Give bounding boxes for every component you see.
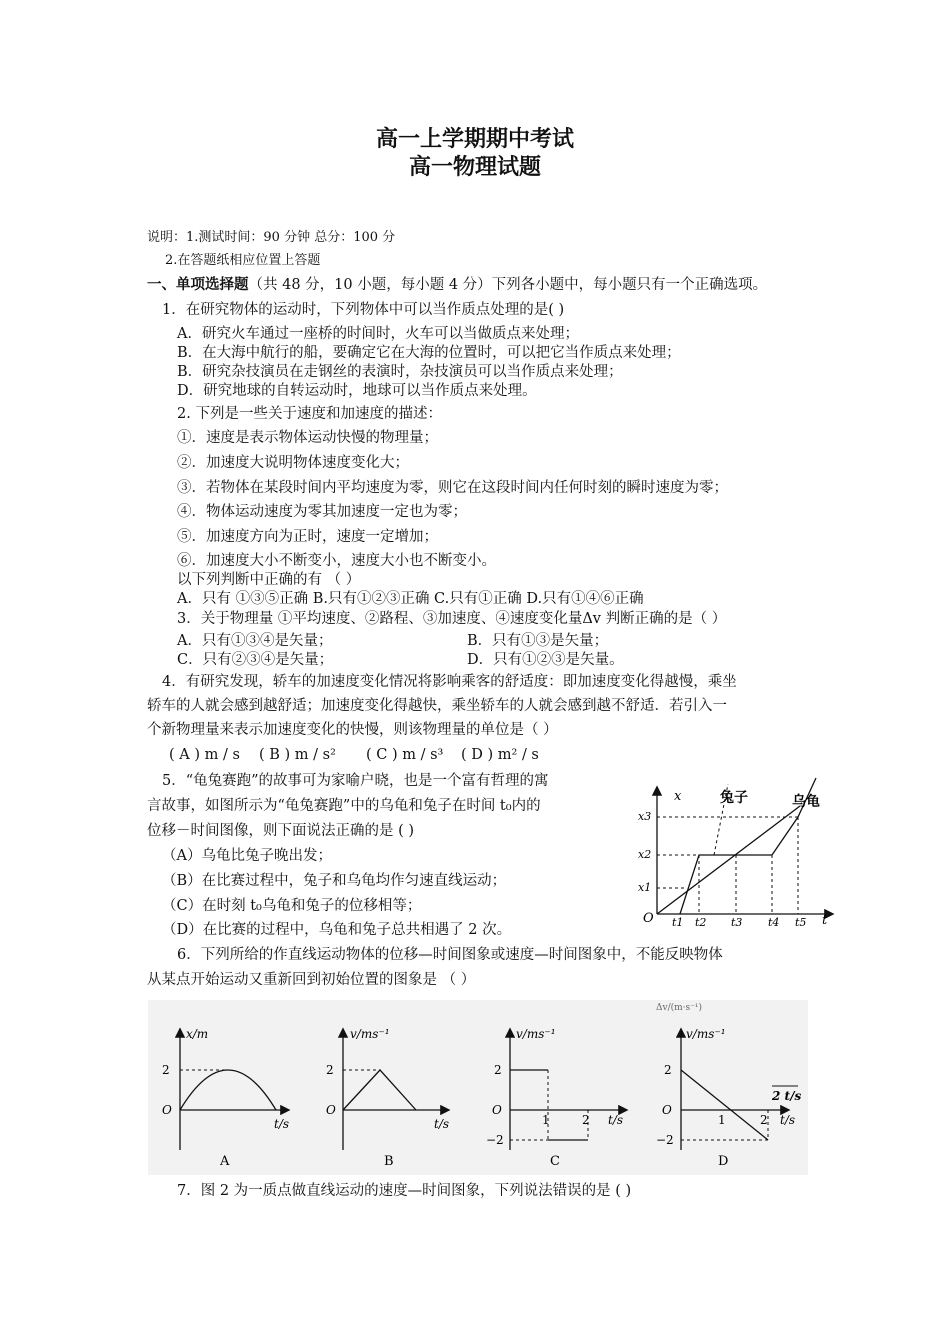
q5-option-b: （B）在比赛过程中，兔子和乌龟均作匀速直线运动； — [162, 873, 507, 889]
q6-c-tick: 2 — [494, 1063, 502, 1077]
q6-d-t1: 1 — [718, 1113, 726, 1127]
q6-graphs — [148, 1000, 808, 1175]
q6-a-label: A — [220, 1154, 230, 1169]
q5-x-tick-t4: t4 — [768, 916, 780, 928]
q5-x-tick-t5: t5 — [795, 916, 807, 928]
q4-option-d: ( D ) m² / s — [461, 747, 539, 763]
q6-d-y-label: v/ms⁻¹ — [686, 1027, 726, 1041]
q5-turtle-label: 乌龟 — [792, 794, 820, 810]
q1-option-c: B．研究杂技演员在走钢丝的表演时，杂技演员可以当作质点来处理； — [177, 364, 623, 380]
q5-line-3: 位移－时间图像，则下面说法正确的是 ( ) — [147, 823, 415, 839]
q5-x-tick-t1: t1 — [672, 916, 684, 928]
section-heading-line — [147, 276, 767, 294]
q6-b-label: B — [384, 1154, 394, 1169]
q6-c-label: C — [550, 1154, 560, 1169]
q4-option-b: ( B ) m / s² — [259, 747, 336, 763]
q5-x-axis-label: t — [822, 913, 828, 928]
section-heading: 一、单项选择题 — [147, 276, 249, 293]
q3-stem: 3．关于物理量 ①平均速度、②路程、③加速度、④速度变化量Δv 判断正确的是（ ） — [177, 611, 727, 627]
q6-c-x-label: t/s — [608, 1113, 624, 1127]
q6-d-tick: 2 — [664, 1063, 672, 1077]
q5-x-tick-t3: t3 — [731, 916, 743, 928]
page-subtitle: 高一物理试题 — [408, 154, 541, 180]
note-line-1: 说明：1.测试时间：90 分钟 总分：100 分 — [147, 230, 396, 245]
q5-y-tick-x3: x3 — [638, 810, 652, 823]
q5-turtle-line — [657, 806, 800, 914]
q2-statement-4: ④．物体运动速度为零其加速度一定也为零； — [177, 504, 467, 520]
q5-option-c: （C）在时刻 t₀乌龟和兔子的位移相等； — [162, 898, 422, 914]
q5-line-2: 言故事，如图所示为“龟兔赛跑”中的乌龟和兔子在时间 t₀内的 — [147, 798, 541, 814]
q6-b-x-label: t/s — [434, 1117, 450, 1131]
q6-c-origin: O — [492, 1103, 502, 1117]
q6-a-tick: 2 — [162, 1063, 170, 1077]
q6-a-origin: O — [162, 1103, 172, 1117]
q6-a-y-label: x/m — [186, 1027, 209, 1041]
q5-rabbit-label: 兔子 — [720, 790, 748, 806]
q3-option-a: A．只有①③④是矢量； — [177, 633, 333, 649]
q4-option-c: ( C ) m / s³ — [366, 747, 444, 763]
q5-option-d: （D）在比赛的过程中，乌龟和兔子总共相遇了 2 次。 — [162, 922, 512, 938]
q2-statement-1: ①．速度是表示物体运动快慢的物理量； — [177, 430, 438, 446]
q2-options: A．只有 ①③⑤正确 B.只有①②③正确 C.只有①正确 D.只有①④⑥正确 — [177, 591, 644, 607]
q4-option-a: ( A ) m / s — [169, 747, 240, 763]
q2-ask: 以下列判断中正确的有 （ ） — [177, 572, 361, 588]
q6-d-origin: O — [662, 1103, 672, 1117]
q3-option-b: B．只有①③是矢量； — [467, 633, 609, 649]
q3-option-c: C．只有②③④是矢量； — [177, 652, 334, 668]
q6-c-t1: 1 — [542, 1113, 550, 1127]
q6-d-x-label: t/s — [780, 1113, 796, 1127]
q6-b-tick: 2 — [326, 1063, 334, 1077]
q5-y-tick-x2: x2 — [638, 848, 652, 861]
q6-b-origin: O — [326, 1103, 336, 1117]
q6-top-fragment: Δv/(m·s⁻¹) — [656, 1003, 703, 1013]
q5-origin: O — [643, 911, 654, 926]
q6-c-y-label: v/ms⁻¹ — [516, 1027, 556, 1041]
q6-line-1: 6．下列所给的作直线运动物体的位移—时间图象或速度—时间图象中，不能反映物体 — [177, 947, 723, 963]
q6-d-neg-tick: −2 — [656, 1133, 674, 1147]
q3-option-d: D．只有①②③是矢量。 — [467, 652, 624, 668]
q6-d-label: D — [718, 1154, 729, 1169]
q5-x-tick-t2: t2 — [695, 916, 707, 928]
q4-line-2: 轿车的人就会感到越舒适；加速度变化得越快，乘坐轿车的人就会感到越不舒适．若引入一 — [147, 698, 727, 714]
page-title: 高一上学期期中考试 — [375, 126, 574, 152]
q6-d-t2: 2 — [760, 1113, 768, 1127]
q5-line-1: 5．“龟兔赛跑”的故事可为家喻户晓，也是一个富有哲理的寓 — [162, 773, 549, 789]
q6-b-y-label: v/ms⁻¹ — [350, 1027, 390, 1041]
section-desc: （共 48 分，10 小题，每小题 4 分）下列各小题中，每小题只有一个正确选项。 — [248, 277, 768, 293]
q6-c-neg-tick: −2 — [486, 1133, 504, 1147]
q4-line-3: 个新物理量来表示加速度变化的快慢，则该物理量的单位是（ ） — [147, 722, 558, 738]
q5-y-axis-label: x — [674, 789, 682, 804]
q1-option-d: D．研究地球的自转运动时，地球可以当作质点来处理。 — [177, 383, 537, 399]
q2-statement-3: ③．若物体在某段时间内平均速度为零，则它在这段时间内任何时刻的瞬时速度为零； — [177, 480, 728, 496]
q5-option-a: （A）乌龟比兔子晚出发； — [162, 848, 332, 864]
q2-statement-2: ②．加速度大说明物体速度变化大； — [177, 455, 409, 471]
q5-y-tick-x1: x1 — [638, 881, 652, 894]
q2-stem: 2. 下列是一些关于速度和加速度的描述： — [177, 406, 442, 422]
q2-statement-5: ⑤．加速度方向为正时，速度一定增加； — [177, 529, 438, 545]
q4-line-1: 4．有研究发现，轿车的加速度变化情况将影响乘客的舒适度：即加速度变化得越慢，乘坐 — [162, 674, 737, 690]
q6-a-x-label: t/s — [274, 1117, 290, 1131]
q6-line-2: 从某点开始运动又重新回到初始位置的图象是 （ ） — [147, 972, 476, 988]
q2-statement-6: ⑥．加速度大小不断变小，速度大小也不断变小。 — [177, 553, 496, 569]
q1-option-a: A．研究火车通过一座桥的时间时，火车可以当做质点来处理； — [177, 326, 579, 342]
q6-d-extra: 2 t/s — [772, 1089, 802, 1103]
q5-xt-graph — [632, 776, 842, 928]
note-line-2: 2.在答题纸相应位置上答题 — [165, 253, 321, 268]
q1-stem: 1．在研究物体的运动时，下列物体中可以当作质点处理的是( ) — [162, 302, 565, 318]
q7-stem: 7．图 2 为一质点做直线运动的速度—时间图象，下列说法错误的是 ( ) — [177, 1183, 632, 1199]
q1-option-b: B．在大海中航行的船，要确定它在大海的位置时，可以把它当作质点来处理； — [177, 345, 681, 361]
q6-c-t2: 2 — [582, 1113, 590, 1127]
